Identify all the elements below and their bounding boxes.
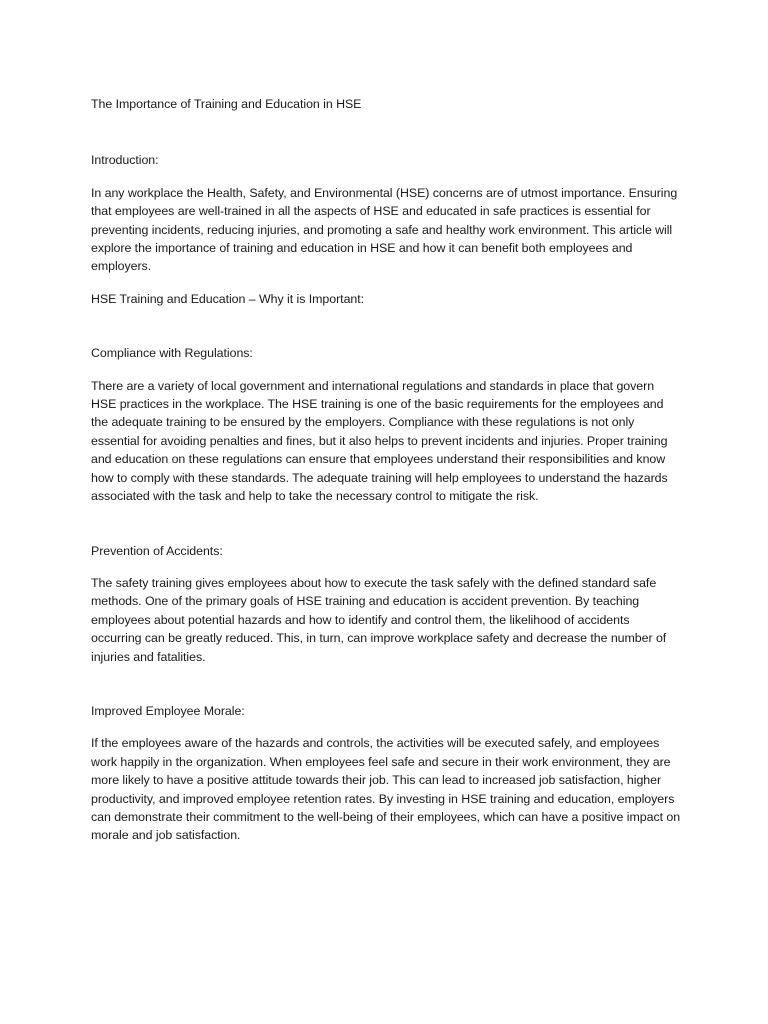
document-body bbox=[91, 95, 681, 859]
compliance-paragraph: There are a variety of local government and international regulations and standards in place that govern HSE practices in the workplace. The HSE training is one of the basic requirements for the employees and the adequate training to be ensured by the employers. Compliance with these regulations is not only essential for avoiding penalties and fines, but it also helps to prevent incidents and injuries. Proper training and education on these regulations can ensure that employees understand their responsibilities and know how to comply with these standards. The adequate training will help employees to understand the hazards associated with the task and help to take the necessary control to mitigate the risk. bbox=[91, 378, 668, 504]
morale-heading: Improved Employee Morale: bbox=[91, 703, 245, 718]
spacer bbox=[91, 520, 681, 542]
why-heading: HSE Training and Education – Why it is Important: bbox=[91, 291, 365, 306]
spacer bbox=[91, 322, 681, 344]
prevention-paragraph: The safety training gives employees about how to execute the task safely with the defined standard safe methods. One of the primary goals of HSE training and education is accident prevention. By teaching employees about potential hazards and how to identify and control them, the likelihood of accidents occurring can be greatly reduced. This, in turn, can improve workplace safety and decrease the number of injuries and fatalities. bbox=[91, 575, 667, 664]
document-title: The Importance of Training and Education in HSE bbox=[91, 97, 362, 111]
intro-paragraph: In any workplace the Health, Safety, and Environmental (HSE) concerns are of utmost importance. Ensuring that employees are well-trained in all the aspects of HSE and educated in safe practices is essential for preventing incidents, reducing injuries, and promoting a safe and healthy work environment. This article will explore the importance of training and education in HSE and how it can benefit both employees and employers. bbox=[91, 185, 678, 274]
morale-paragraph: If the employees aware of the hazards and controls, the activities will be executed safely, and employees work happily in the organization. When employees feel safe and secure in their work environment, they are more likely to have a positive attitude towards their job. This can lead to increased job satisfaction, higher productivity, and improved employee retention rates. By investing in HSE training and education, employers can demonstrate their commitment to the well-being of their employees, which can have a positive impact on morale and job satisfaction. bbox=[91, 736, 681, 843]
prevention-heading: Prevention of Accidents: bbox=[91, 543, 223, 558]
compliance-heading: Compliance with Regulations: bbox=[91, 346, 253, 361]
intro-heading: Introduction: bbox=[91, 153, 159, 168]
spacer bbox=[91, 680, 681, 702]
